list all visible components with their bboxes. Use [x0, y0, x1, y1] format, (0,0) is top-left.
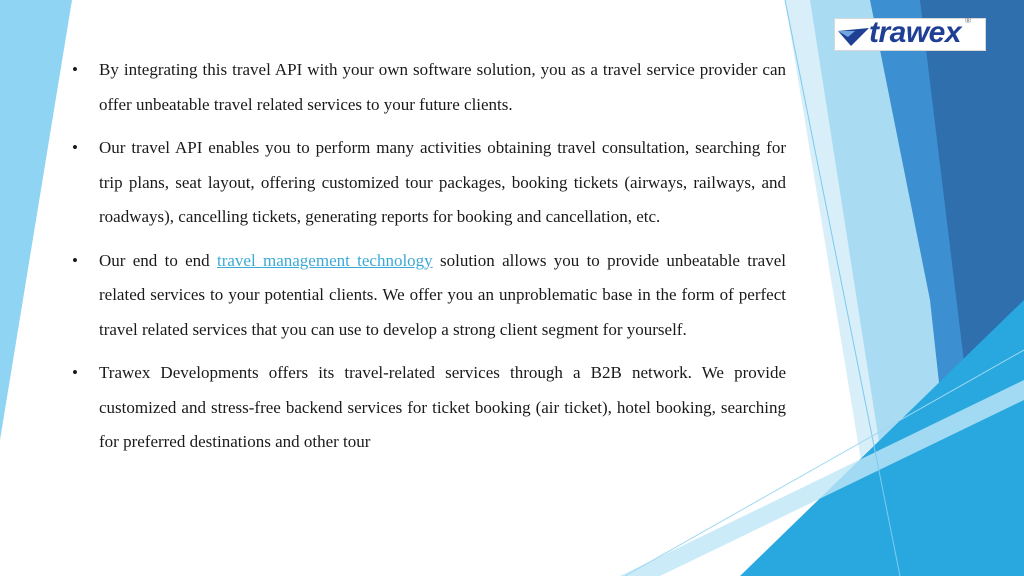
bullet-dot: • — [72, 138, 78, 157]
bullet-text: Trawex Developments offers its travel-related services through a B2B network. We provide customized and stress-free backend services for ticket booking (air ticket), hotel booking, searching for preferred destinations and other tour — [99, 363, 786, 451]
bullet-dot: • — [72, 60, 78, 79]
logo-wordmark: trawex — [869, 16, 962, 49]
bullet-text: Our travel API enables you to perform many activities obtaining travel consultation, searching for trip plans, seat layout, offering customized tour packages, booking tickets (airways, railways, and roadways), cancelling tickets, generating reports for booking and cancellation, etc. — [99, 138, 786, 226]
bullet-text: By integrating this travel API with your own software solution, you as a travel service provider can offer unbeatable travel related services to your future clients. — [99, 60, 786, 114]
bullet-text-after-link: solution allows you to provide unbeatable travel related services to your potential clients. We offer you an unproblematic base in the form of perfect travel related services that you can use to develop a strong client segment for yourself. — [99, 250, 786, 339]
bullet-list — [72, 53, 786, 469]
bullet-text-before-link: Our end to end — [99, 250, 217, 270]
bullet-dot: • — [72, 250, 78, 270]
bullet-dot: • — [72, 363, 78, 382]
bullet-item — [72, 131, 786, 235]
left-decor-stripe — [0, 0, 72, 440]
logo-registered-mark: ® — [965, 16, 971, 25]
bullet-item — [72, 356, 786, 460]
travel-management-technology-link[interactable]: travel management technology — [216, 250, 433, 270]
bullet-item — [72, 244, 786, 348]
trawex-logo — [834, 18, 986, 51]
bullet-item — [72, 53, 786, 122]
